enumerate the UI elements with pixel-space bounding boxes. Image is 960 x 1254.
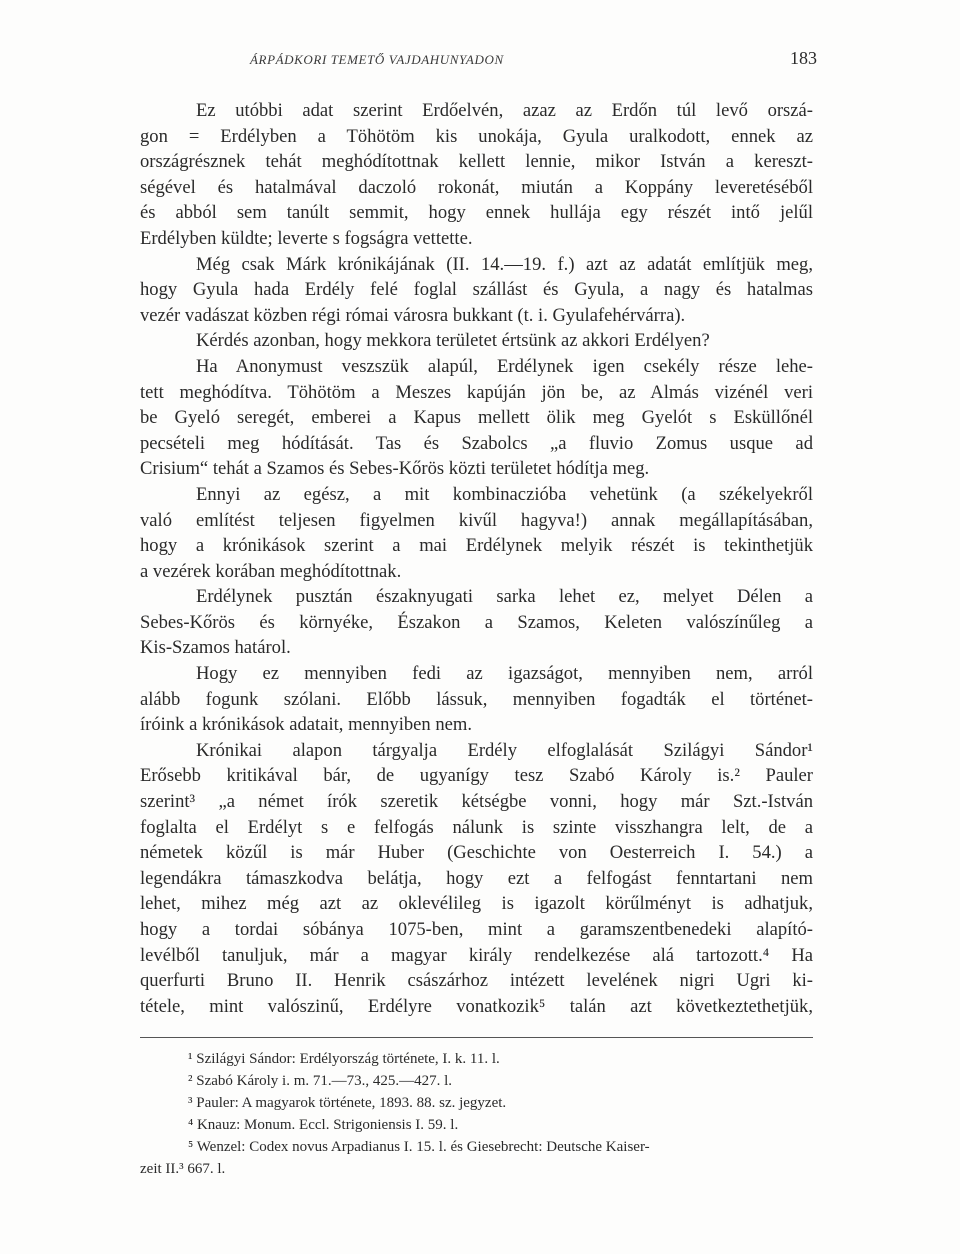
- footnote: ² Szabó Károly i. m. 71.—73., 425.—427. l.: [188, 1073, 453, 1089]
- text-line: Erősebb kritikával bár, de ugyanígy tesz Szabó Károly is.² Pauler: [140, 765, 813, 787]
- text-line: vezér vadászat közben régi római városra bukkant (t. i. Gyulafehérvárra).: [140, 304, 686, 326]
- footnote: ⁵ Wenzel: Codex novus Arpadianus I. 15. l. és Giesebrecht: Deutsche Kaiser-: [188, 1139, 650, 1155]
- text-line: hogy a krónikások szerint a mai Erdélynek melyik részét is tekinthetjük: [140, 535, 813, 557]
- text-line: országrésznek tehát meghódítottnak kellett lennie, mikor István a kereszt-: [140, 151, 813, 173]
- page-number: 183: [790, 48, 817, 68]
- text-line: tett meghódítva. Töhötöm a Meszes kapúján jön be, az Almás vizénél veri: [140, 381, 813, 403]
- page-header: [0, 46, 960, 72]
- footnote: ¹ Szilágyi Sándor: Erdélyország története, I. k. 11. l.: [188, 1051, 500, 1067]
- footnote: zeit II.³ 667. l.: [140, 1161, 226, 1177]
- text-line: németek közűl is már Huber (Geschichte von Oesterreich I. 54.) a: [140, 842, 813, 864]
- text-line: íróink a krónikások adatait, mennyiben nem.: [140, 714, 473, 736]
- footnotes: [140, 1048, 813, 1180]
- text-line: Hogy ez mennyiben fedi az igazságot, mennyiben nem, arról: [196, 663, 813, 685]
- text-line: foglalta el Erdélyt s e felfogás nálunk is szinte visszhangra lelt, de a: [140, 816, 813, 838]
- text-line: és abból sem tanúlt semmit, hogy ennek hullája egy részét intő jelűl: [140, 202, 813, 224]
- text-line: levélből tanuljuk, már a magyar király rendelkezése alá tartozott.⁴ Ha: [140, 944, 813, 966]
- text-line: Sebes-Kőrös és környéke, Északon a Szamos, Keleten valószínűleg a: [140, 611, 813, 633]
- footnote: ⁴ Knauz: Monum. Eccl. Strigoniensis I. 59. l.: [188, 1117, 459, 1133]
- text-line: Krónikai alapon tárgyalja Erdély elfoglalását Szilágyi Sándor¹: [196, 739, 813, 761]
- footnote-divider: [140, 1037, 813, 1038]
- text-line: Crisium“ tehát a Szamos és Sebes-Kőrös közti területet hódítja meg.: [140, 458, 650, 480]
- text-line: Erdélynek pusztán északnyugati sarka lehet ez, melyet Délen a: [196, 586, 813, 608]
- text-line: gon = Erdélyben a Töhötöm kis unokája, Gyula uralkodott, ennek az: [140, 125, 813, 147]
- text-line: Erdélyben küldte; leverte s fogságra vettette.: [140, 227, 473, 249]
- text-line: szerint³ „a német írók szeretik kétségbe vonni, hogy már Szt.-István: [140, 791, 813, 813]
- text-line: querfurti Bruno II. Henrik császárhoz intézett levelének nigri Ugri ki-: [140, 970, 813, 992]
- text-line: Ha Anonymust veszszük alapúl, Erdélynek igen csekély része lehe-: [196, 355, 813, 377]
- text-line: Ennyi az egész, a mit kombinaczióba vehetünk (a székelyekről: [196, 483, 813, 505]
- text-line: Még csak Márk krónikájának (II. 14.—19. f.) azt az adatát említjük meg,: [196, 253, 813, 275]
- text-line: be Gyeló seregét, emberei a Kapus mellett ölik meg Gyelót s Esküllőnél: [140, 407, 813, 429]
- text-line: hogy a tordai sóbánya 1075-ben, mint a garamszentbenedeki alapító-: [140, 919, 813, 940]
- text-line: Ez utóbbi adat szerint Erdőelvén, azaz az Erdőn túl levő orszá-: [196, 100, 813, 121]
- text-line: ségével és hatalmával daczoló rokonát, miután a Koppány leveretéséből: [140, 176, 813, 198]
- text-line: Kis-Szamos határol.: [140, 637, 291, 659]
- text-line: való említést teljesen figyelmen kivűl hagyva!) annak megállapításában,: [140, 509, 813, 531]
- text-line: pecsételi meg hódítását. Tas és Szabolcs „a fluvio Zomus usque ad: [140, 432, 813, 454]
- body-text: [140, 98, 813, 1019]
- text-line: lehet, mihez még azt az oklevélileg is igazolt körűlményt is adhatjuk,: [140, 893, 813, 915]
- text-line: legendákra támaszkodva belátja, hogy ezt a felfogást fenntartani nem: [140, 867, 813, 889]
- running-head: ÁRPÁDKORI TEMETŐ VAJDAHUNYADON: [250, 52, 504, 67]
- text-line: hogy Gyula hada Erdély felé foglal szállást és Gyula, a nagy és hatalmas: [140, 279, 813, 301]
- text-line: Kérdés azonban, hogy mekkora területet értsünk az akkori Erdélyen?: [196, 330, 710, 352]
- footnote: ³ Pauler: A magyarok története, 1893. 88. sz. jegyzet.: [188, 1095, 507, 1111]
- text-line: alább fogunk szólani. Előbb lássuk, mennyiben fogadták el történet-: [140, 688, 813, 710]
- text-line: tétele, mint valószinű, Erdélyre vonatkozik⁵ talán azt következtethetjük,: [140, 995, 813, 1017]
- text-line: a vezérek korában meghódítottnak.: [140, 560, 402, 582]
